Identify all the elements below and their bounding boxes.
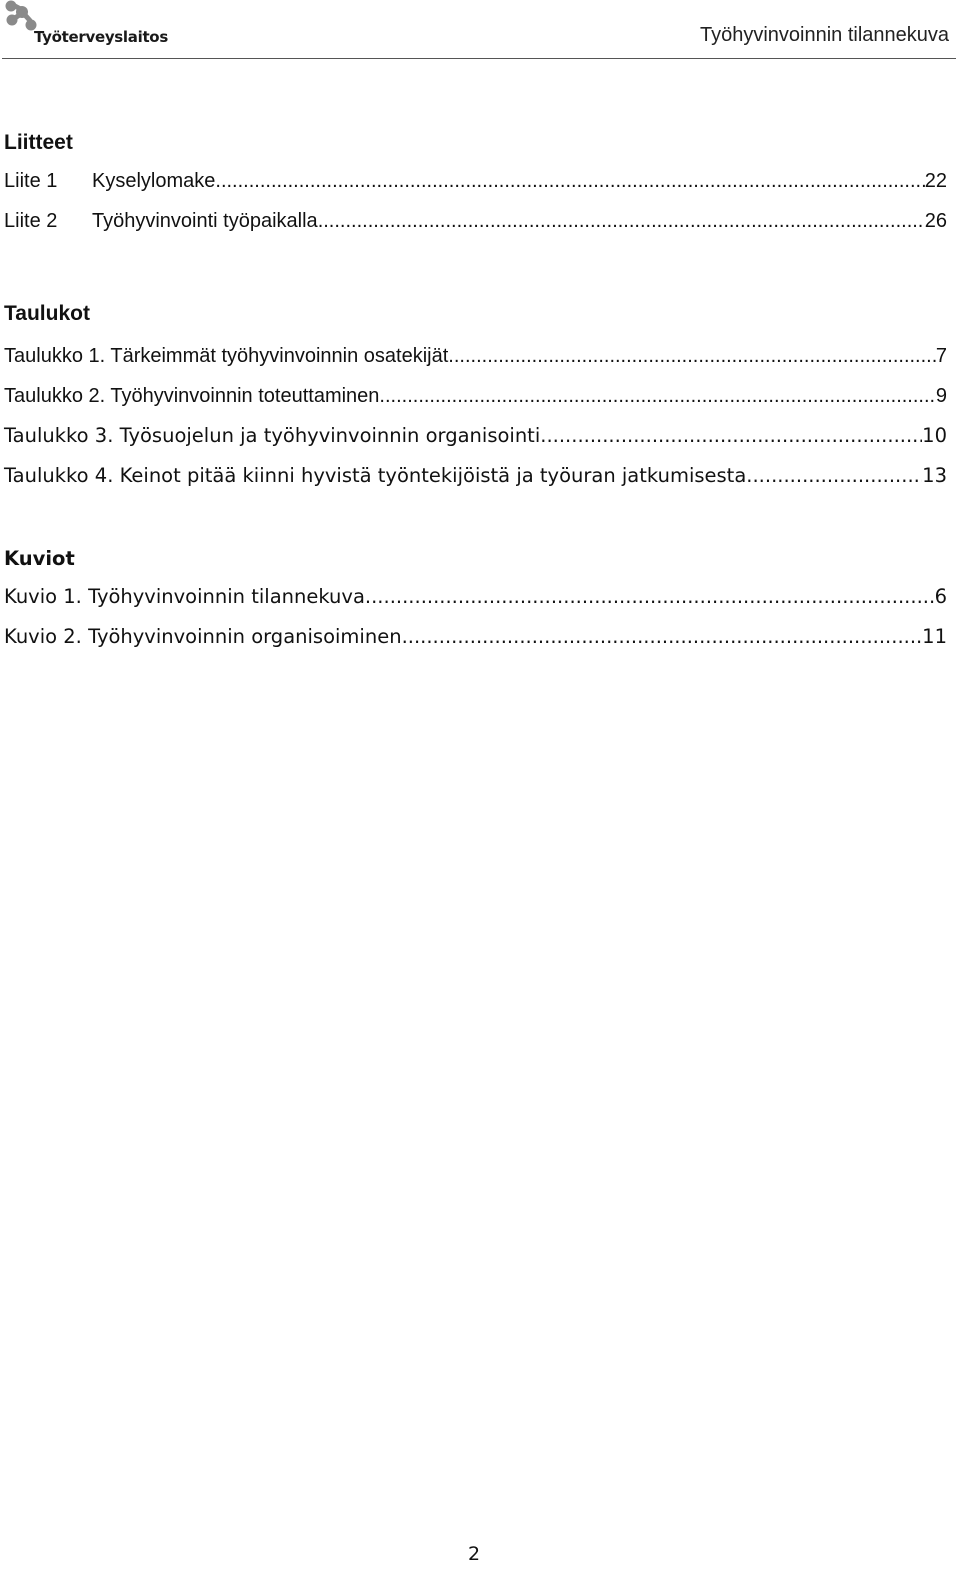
appendices-heading: Liitteet [4,131,73,154]
dot-leader [402,617,923,657]
page-header [0,0,960,60]
appendix-number: Liite 2 [4,210,58,232]
toc-entry-label: Taulukko 4. Keinot pitää kiinni hyvistä työntekijöistä ja työuran jatkumisesta [4,464,747,487]
logo-wordmark: Työterveyslaitos [34,28,168,46]
toc-page-number: 11 [922,625,947,648]
appendix-number: Liite 1 [4,170,58,192]
toc-page-number: 22 [924,170,947,192]
dot-leader [318,201,925,241]
dot-leader [746,456,922,496]
toc-entry-table-3[interactable] [4,416,947,456]
dot-leader [379,376,935,416]
toc-entry-appendix-1[interactable] [4,161,947,201]
toc-page-number: 7 [935,345,947,367]
figures-heading: Kuviot [4,547,75,570]
dot-leader [365,577,935,617]
page-number: 2 [467,1543,481,1565]
toc-page-number: 10 [922,424,947,447]
header-divider [2,58,956,59]
dot-leader [540,416,922,456]
toc-page-number: 6 [934,585,947,608]
toc-entry-figure-2[interactable] [4,617,947,657]
toc-page-number: 13 [922,464,947,487]
toc-entry-table-4[interactable] [4,456,947,496]
toc-entry-label: Taulukko 2. Työhyvinvoinnin toteuttaminen [4,385,380,407]
toc-entry-label: Taulukko 1. Tärkeimmät työhyvinvoinnin osatekijät [4,345,449,367]
toc-page-number: 9 [935,385,947,407]
toc-page-number: 26 [924,210,947,232]
toc-entry-label: Kuvio 1. Työhyvinvoinnin tilannekuva [4,585,365,608]
toc-entry-label: Taulukko 3. Työsuojelun ja työhyvinvoinnin organisointi [4,424,541,447]
running-header-title: Työhyvinvoinnin tilannekuva [699,24,949,46]
toc-entry-figure-1[interactable] [4,577,947,617]
appendix-title: Kyselylomake [92,170,216,192]
toc-entry-table-1[interactable] [4,336,947,376]
dot-leader [215,161,924,201]
tables-section [4,299,947,496]
dot-leader [448,336,936,376]
toc-entry-label: Kuvio 2. Työhyvinvoinnin organisoiminen [4,625,402,648]
appendix-title: Työhyvinvointi työpaikalla [92,210,318,232]
organization-logo [2,0,168,54]
toc-entry-table-2[interactable] [4,376,947,416]
appendices-section [4,128,947,241]
toc-entry-appendix-2[interactable] [4,201,947,241]
figures-section [4,544,947,657]
tables-heading: Taulukot [4,302,90,325]
